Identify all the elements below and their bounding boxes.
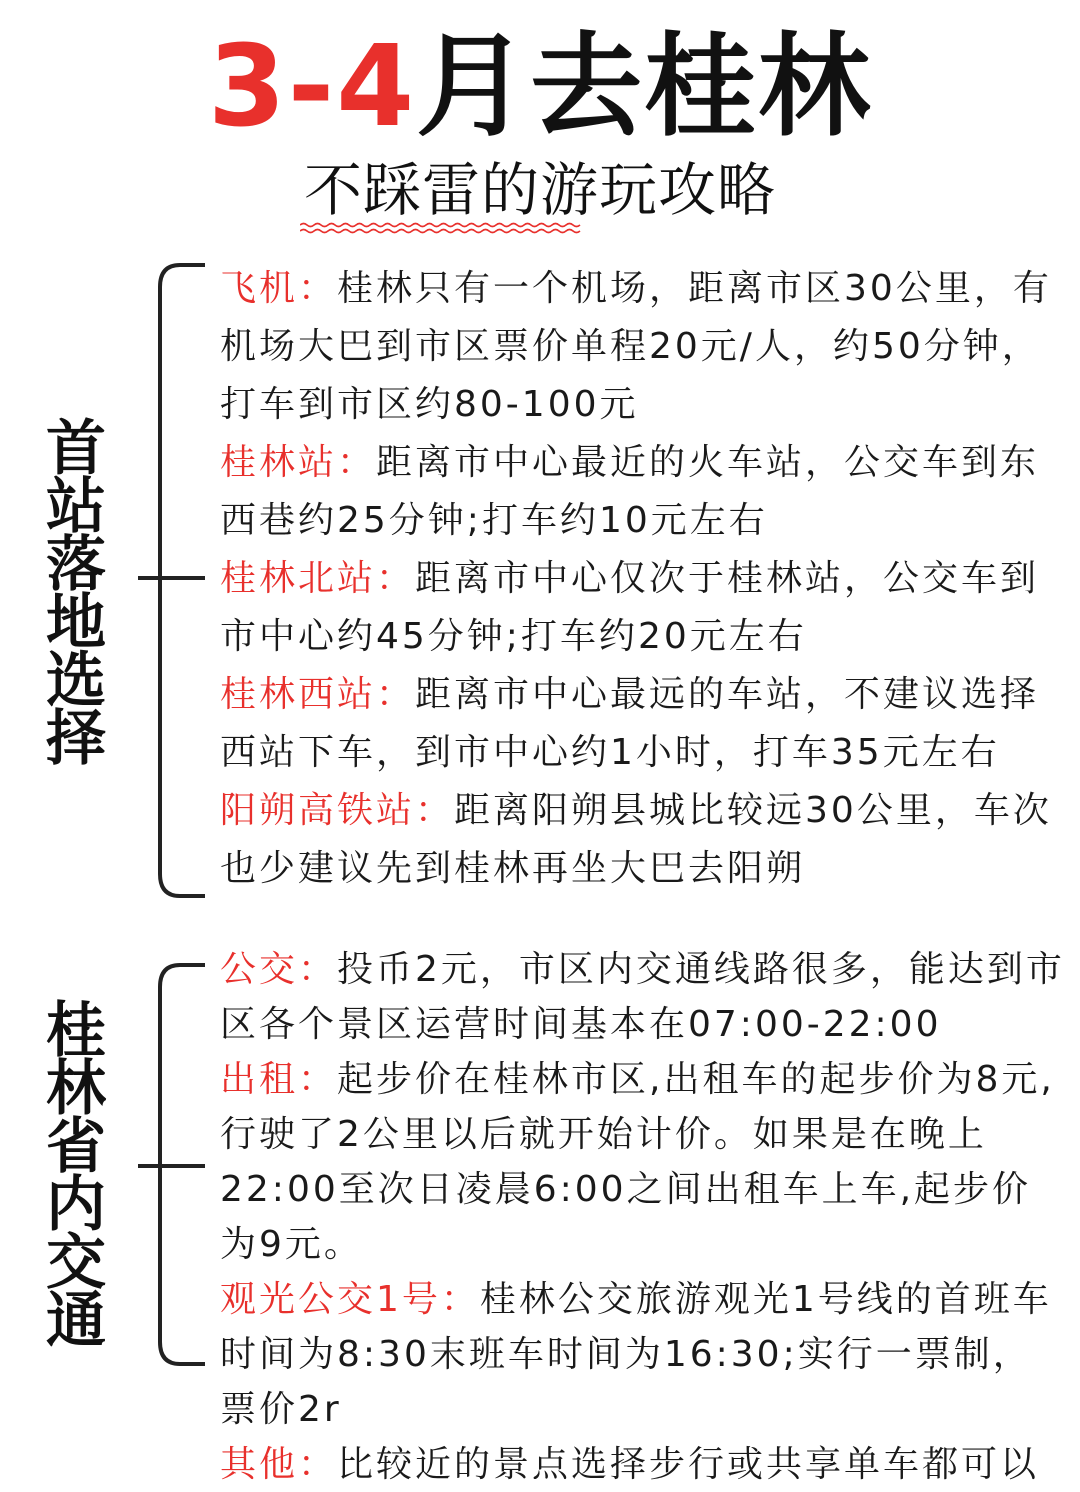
title-main: 月去桂林 (416, 22, 873, 152)
entry-guilin-station: 桂林站：距离市中心最近的火车站，公交车到东西巷约25分钟;打车约10元左右 (220, 442, 1040, 541)
page-subtitle: 不踩雷的游玩攻略 (303, 156, 776, 224)
title-accent: 3-4 (207, 22, 417, 152)
section-label: 桂 林 省 内 交 通 (46, 996, 106, 1356)
page-title (0, 22, 1080, 152)
entry-sightseeing-bus: 观光公交1号：桂林公交旅游观光1号线的首班车时间为8:30末班车时间为16:30;实行一票制，票价2r (220, 1279, 1052, 1430)
entry-yangshuo-hsr-station: 阳朔高铁站：距离阳朔县城比较远30公里，车次也少建议先到桂林再坐大巴去阳朔 (220, 790, 1052, 889)
entry-list (220, 942, 1070, 1492)
entry-taxi: 出租：起步价在桂林市区,出租车的起步价为8元,行驶了2公里以后就开始计价。如果是在晚上22:00至次日凌晨6:00之间出租车上车,起步价为9元。 (220, 1059, 1055, 1265)
entry-guilin-west-station: 桂林西站：距离市中心最远的车站，不建议选择西站下车，到市中心约1小时，打车35元左右 (220, 674, 1040, 773)
section-bracket (135, 962, 210, 1370)
subtitle-wavy-underline (300, 222, 582, 234)
entry-other: 其他：比较近的景点选择步行或共享单车都可以 (220, 1444, 1040, 1485)
entry-airport: 飞机：桂林只有一个机场，距离市区30公里，有机场大巴到市区票价单程20元/人，约50分钟，打车到市区约80-100元 (220, 268, 1052, 425)
entry-guilin-north-station: 桂林北站：距离市中心仅次于桂林站，公交车到市中心约45分钟;打车约20元左右 (220, 558, 1040, 657)
section-bracket (135, 262, 210, 902)
section-label: 首 站 落 地 选 择 (46, 414, 106, 774)
entry-list (220, 260, 1070, 898)
entry-bus: 公交：投币2元，市区内交通线路很多，能达到市区各个景区运营时间基本在07:00-22:00 (220, 949, 1065, 1045)
